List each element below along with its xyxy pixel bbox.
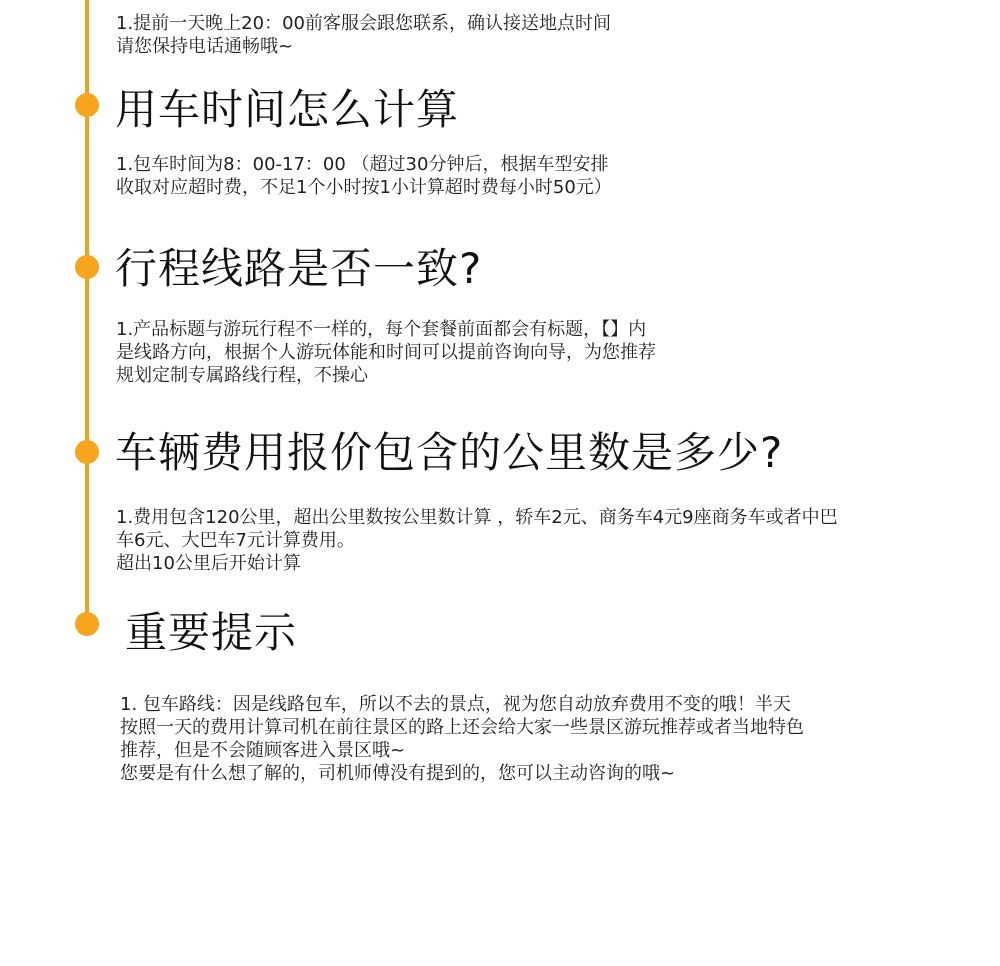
section-1-heading: 用车时间怎么计算 (115, 85, 460, 134)
section-3-line-1: 1.费用包含120公里，超出公里数按公里数计算 ，轿车2元、商务车4元9座商务车或者中巴 (116, 507, 838, 528)
timeline-dot-4 (75, 612, 99, 636)
section-2-line-3: 规划定制专属路线行程，不操心 (116, 365, 368, 386)
section-4-heading: 重要提示 (125, 608, 298, 657)
timeline-dot-3 (75, 440, 99, 464)
section-2-heading: 行程线路是否一致? (115, 244, 483, 293)
section-0-body (116, 12, 611, 58)
section-4-line-4: 您要是有什么想了解的，司机师傅没有提到的，您可以主动咨询的哦~ (120, 763, 676, 784)
timeline-dot-1 (75, 93, 99, 117)
section-1-line-2: 收取对应超时费，不足1个小时按1小计算超时费每小时50元） (116, 177, 612, 198)
timeline-dot-2 (75, 255, 99, 279)
section-1-body (116, 153, 612, 199)
section-4-line-3: 推荐，但是不会随顾客进入景区哦~ (120, 740, 406, 761)
section-0-line-2: 请您保持电话通畅哦~ (116, 36, 294, 57)
section-2-line-2: 是线路方向，根据个人游玩体能和时间可以提前咨询向导，为您推荐 (116, 342, 656, 363)
section-0-line-1: 1.提前一天晚上20：00前客服会跟您联系，确认接送地点时间 (116, 13, 611, 34)
section-2-line-1: 1.产品标题与游玩行程不一样的，每个套餐前面都会有标题，【】内 (116, 319, 647, 340)
section-1-line-1: 1.包车时间为8：00-17：00 （超过30分钟后，根据车型安排 (116, 154, 609, 175)
section-3-line-3: 超出10公里后开始计算 (116, 553, 301, 574)
section-3-line-2: 车6元、大巴车7元计算费用。 (116, 530, 355, 551)
section-4-body (120, 693, 804, 785)
section-3-body (116, 506, 838, 575)
section-2-body (116, 318, 656, 387)
section-3-heading: 车辆费用报价包含的公里数是多少? (115, 428, 784, 477)
section-4-line-1: 1. 包车路线：因是线路包车，所以不去的景点，视为您自动放弃费用不变的哦！半天 (120, 694, 791, 715)
section-4-line-2: 按照一天的费用计算司机在前往景区的路上还会给大家一些景区游玩推荐或者当地特色 (120, 717, 804, 738)
